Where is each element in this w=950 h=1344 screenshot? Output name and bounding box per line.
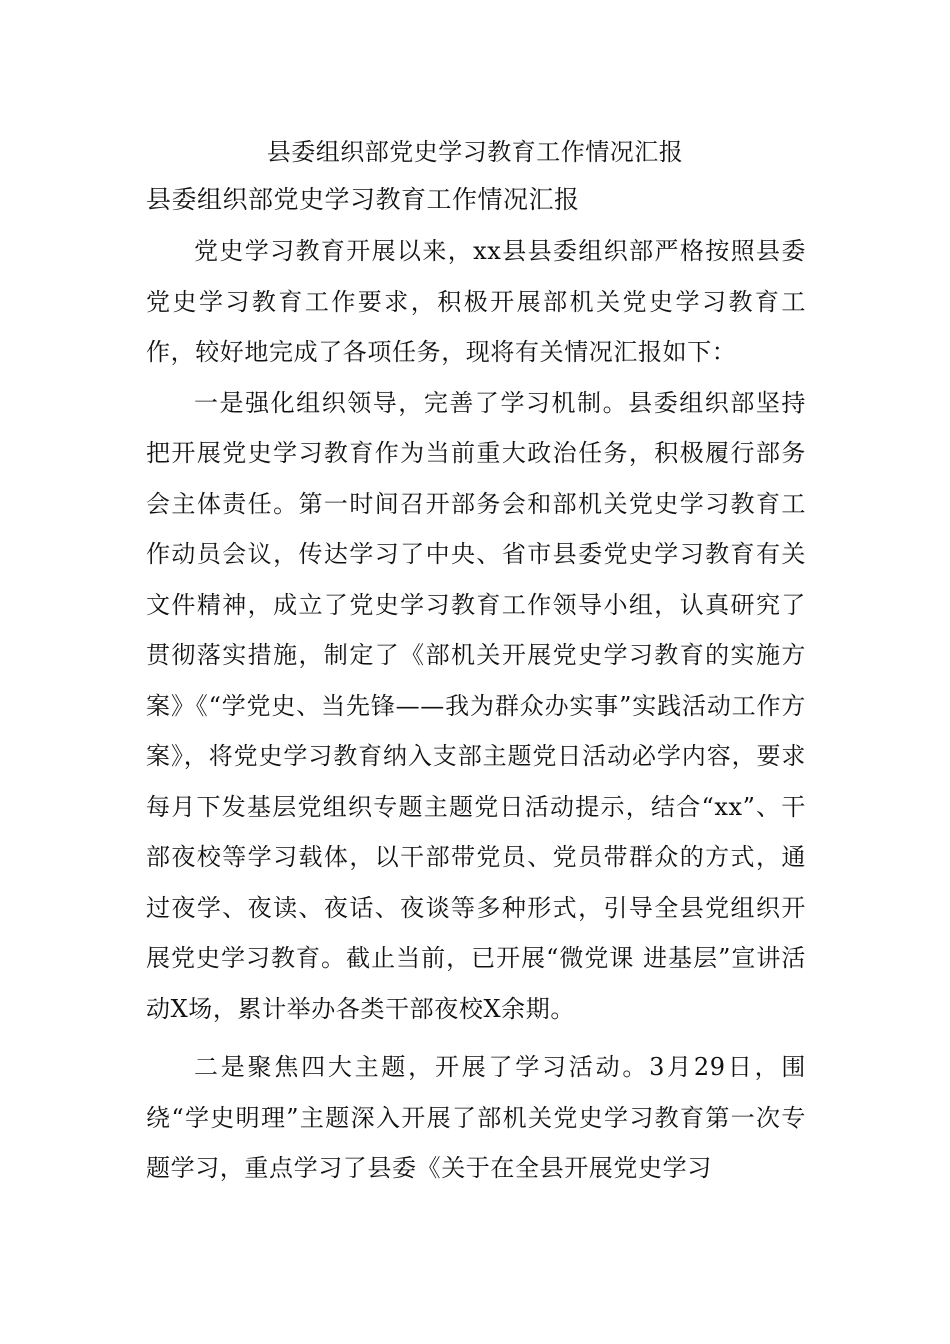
document-subtitle: 县委组织部党史学习教育工作情况汇报 (146, 185, 580, 214)
paragraph-themes: 二是聚焦四大主题，开展了学习活动。3月29日，围绕“学史明理”主题深入开展了部机关党史学习教育第一次专题学习，重点学习了县委《关于在全县开展党史学习 (146, 1053, 806, 1182)
document-title: 县委组织部党史学习教育工作情况汇报 (266, 138, 684, 166)
paragraph-intro: 党史学习教育开展以来，xx县县委组织部严格按照县委党史学习教育工作要求，积极开展部机关党史学习教育工作，较好地完成了各项任务，现将有关情况汇报如下： (146, 237, 806, 366)
paragraph-leadership: 一是强化组织领导，完善了学习机制。县委组织部坚持把开展党史学习教育作为当前重大政治任务，积极履行部务会主体责任。第一时间召开部务会和部机关党史学习教育工作动员会议，传达学习了中央、省市县委党史学习教育有关文件精神，成立了党史学习教育工作领导小组，认真研究了贯彻落实措施，制定了《部机关开展党史学习教育的实施方案》《“学党史、当先锋——我为群众办实事”实践活动工作方案》，将党史学习教育纳入支部主题党日活动必学内容，要求每月下发基层党组织专题主题党日活动提示，结合“xx”、干部夜校等学习载体，以干部带党员、党员带群众的方式，通过夜学、夜读、夜话、夜谈等多种形式，引导全县党组织开展党史学习教育。截止当前，已开展“微党课 进基层”宣讲活动X场，累计举办各类干部夜校X余期。 (146, 388, 806, 1023)
document-body (146, 226, 806, 1194)
